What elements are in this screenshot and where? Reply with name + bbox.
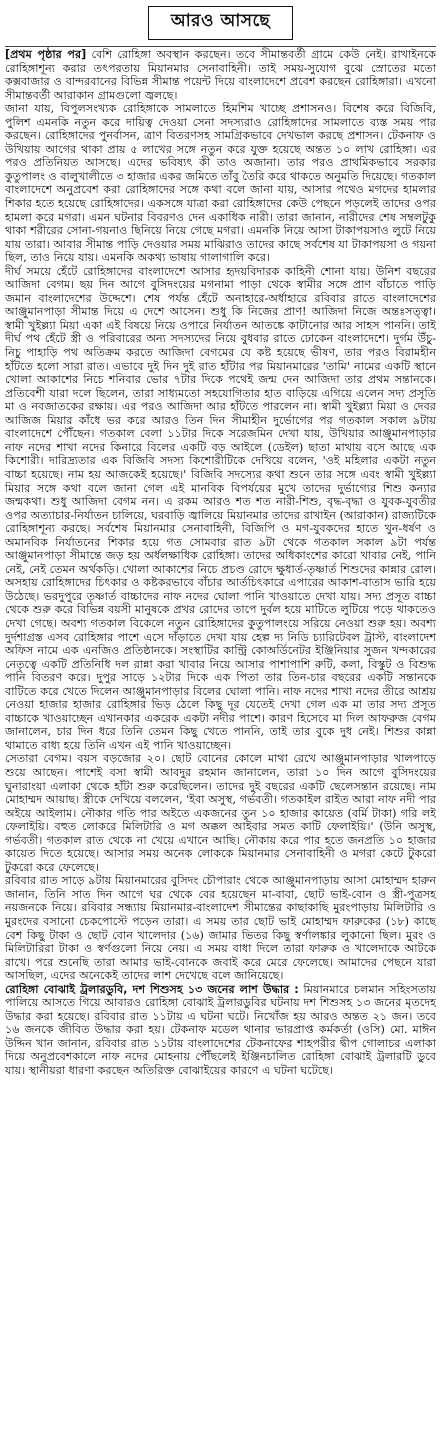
headline: আরও আসছে [148,6,293,40]
paragraph-1 [5,48,436,102]
paragraph-1-text: বেশি রোহিঙ্গা অবস্থান করছেন। তবে সীমান্তবর্তী গ্রামে কেউ নেই। রাখাইনকে রোহিঙ্গাশূন্য করার তৎপরতায় মিয়ানমার সেনাবাহিনী। তাই সময়-সুযোগ বুঝে স্রোতের মতো কক্সবাজার ও বান্দরবানের বিভিন্ন সীমান্ত পয়েন্ট দিয়ে বাংলাদেশে প্রবেশ করছেন রোহিঙ্গারা। এখনো সীমান্তবর্তী আরাকান গ্রামগুলো জ্বলছে। [5,48,437,102]
paragraph-4: সেতারা বেগম। বয়স বড়জোর ২০। ছোট বোনের কোলে মাথা রেখে আঞ্জুমানপাড়ার খালপাড়ে শুয়ে আছেন। পাশেই বসা স্বামী আবদুর রহমান জানালেন, তারা ১০ দিন আগে বুসিদংয়ের ঘুনারাংয়া এলাকা থেকে হাঁটা শুরু করেছিলেন। তাদের দুই বছরের একটি ছেলেসন্তান রয়েছে। নাম মোহাম্মদ আয়াছ। স্ত্রীকে দেখিয়ে বললেন, 'ইবা অসুস্থ, গর্ভবতী। গতকাইল রাইত আরা নাফ নদী পার অইয়ে আইলাম। নৌকার গতি পার অইতে একজনের তুন ১০ হাজার কায়েত (বর্মি টাকা) গরি লই ফেলাইয়ি। বহুত লোকরে মিলিটারি ও মগ অক্কল আইবার সমত কাটি ফেলাইয়ি।' (উনি অসুস্থ, গর্ভবতী। গতকাল রাত থেকে না খেয়ে এখানে আছি। নৌকায় করে পার হতে জনপ্রতি ১০ হাজার কায়েত দিতে হয়েছে। আসার সময় অনেক লোককে মিয়ানমার সেনাবাহিনী ও মগরা কেটে টুকরো টুকরো করে ফেলেছে। [5,752,436,874]
boat-capsize-heading: রোহিঙ্গা বোঝাই ট্রলারডুবি, দশ শিশুসহ ১৩ জনের লাশ উদ্ধার : [5,982,299,996]
headline-box [5,6,436,40]
divider [5,46,436,47]
paragraph-3: দীর্ঘ সময়ে হেঁটে রোহিঙ্গাদের বাংলাদেশে আসার হৃদয়বিদারক কাহিনী শোনা যায়। উনিশ বছরের আজিদা বেগম। ছয় দিন আগে বুসিদংয়ের মগনামা পাড়া থেকে স্বামীর সঙ্গে প্রাণ বাঁচাতে পাড়ি জমান বাংলাদেশের উদ্দেশে। শেষ পর্যন্ত হেঁটে অনাহারে-অর্ধাহারে রবিবার রাতে বাংলাদেশের আঞ্জুমানপাড়া সীমান্ত দিয়ে এ দেশে আসেন। শুধু কি নিজের প্রাণ! আজিদা নিজে অন্তঃসত্ত্বা। স্বামী খুইল্ল্যা মিয়া একা এই বিষয়ে নিয়ে ওপারে নির্যাতন আতঙ্কে কাটানোর আর সাহস পাননি। তাই দীর্ঘ পথ হেঁটে স্ত্রী ও পরিবারের অন্য সদস্যদের নিয়ে বুধবার রাতে ঢোকেন বাংলাদেশে। দুর্গম উঁচু-নিচু পাহাড়ি পথ অতিক্রম করতে আজিদা বেগমের যে কষ্ট হয়েছে ভীষণ, তার পরও বিরামহীন হাঁটতে হলো সারা রাত। এভাবে দুই দিন দুই রাত হাঁটার পর মিয়ানমারের 'তামি' নামের একটি স্থানে খোলা আকাশের নিচে শনিবার ভোর ৭টার দিকে পথেই জন্ম দেন আজিদা তার প্রথম সন্তানকে। প্রতিবেশী যারা দলে ছিলেন, তারা সাধ্যমতো সহযোগিতার হাত বাড়িয়ে এগিয়ে এলেন সদ্য প্রসূতি মা ও নবজাতকের রক্ষায়। এর পরও আজিদা আর হাঁটতে পারলেন না। স্বামী খুইল্ল্যা মিয়া ও দেবর আজিজ মিয়ার কাঁধে ভর করে আরও তিন দিন সীমাহীন দুর্ভোগের পর গতকাল সকাল ৯টায় বাংলাদেশে পৌঁছেন। গতকাল বেলা ১১টার দিকে সরেজমিন দেখা যায়, উখিয়ার আঞ্জুমানপাড়ার নাফ নদের শাখা নদের কিনারে বিলের একটি বড় আইলে (ডেইল) ছাতা মাথায় বসে আছে এক কিশোরী। দারিদ্র্যতার এক বিজিবি সদস্য কিশোরীটিকে দেখিয়ে বলেন, 'ওই মহিলার একটা নতুন বাচ্চা হয়েছে। নাম হয় আজকেই হয়েছে।' বিজিবি সদস্যের কথা শুনে তার সঙ্গে এবং স্বামী খুইল্ল্যা মিয়ার সঙ্গে কথা বলে জানা গেল এই মানবিক বিপর্যয়ের মুখে তাদের দুর্ভাগ্যের শিশু কন্যার জন্মকথা। শুধু আজিদা বেগম নন। এ রকম আরও শত শত নারী-শিশু, বৃদ্ধ-বৃদ্ধা ও যুবক-যুবতীর ওপর অত্যাচার-নির্যাতন চালিয়ে, ঘরবাড়ি জ্বালিয়ে মিয়ানমার তাদের রাখাইন (আরাকান) রাজ্যটিকে রোহিঙ্গাশূন্য করছে। সর্বশেষ মিয়ানমার সেনাবাহিনী, বিজিপি ও মগ-যুবকদের হাতে খুন-ধর্ষণ ও অমানবিক নির্যাতনের শিকার হয়ে গত সোমবার রাত ৯টা থেকে গতকাল সকাল ৯টা পর্যন্ত আঞ্জুমানপাড়া সীমান্তে জড় হয় অর্ধলক্ষাধিক রোহিঙ্গা। তাদের অধিকাংশের কারো খাবার নেই, পানি নেই, নেই তেমন অর্থকড়ি। খোলা আকাশের নিচে প্রচণ্ড রোদে ক্ষুধার্ত-তৃষ্ণার্ত শিশুদের কান্নার রোল। অসহায় রোহিঙ্গাদের চিৎকার ও কষ্টকরভাবে বাঁচার আর্তচিৎকারে এপারের আকাশ-বাতাস ভারি হয়ে উঠেছে। ভরদুপুরে তৃষ্ণার্ত বাচ্চাদের নাফ নদের ঘোলা পানি খাওয়াতে দেখা যায়। সদ্য প্রসূত বাচ্চা থেকে শুরু করে বিভিন্ন বয়সী মানুষকে প্রখর রোদের তাপে দুর্বল হয়ে মাটিতে লুটিয়ে পড়ে থাকতেও দেখা গেছে। অবশ্য গতকাল বিকেলে নতুন রোহিঙ্গাদের কুতুপালংয়ে সরিয়ে নেওয়া শুরু হয়। অবশ্য দুর্দশাগ্রস্ত এসব রোহিঙ্গার পাশে এসে দাঁড়াতে দেখা যায় হেল্প দ্য নিডি চ্যারিটেবল ট্রাস্ট, বাংলাদেশ অফিস নামে এক এনজিও প্রতিষ্ঠানকে। সংস্থাটির কান্ট্রি কোঅর্ডিনেটর ইঞ্জিনিয়ার সুজন খন্দকারের নেতৃত্বে একটি প্রতিনিধি দল রান্না করা খাবার নিয়ে আসার পাশাপাশি রুটি, কলা, বিস্কুট ও বিশুদ্ধ পানি বিতরণ করে। দুপুর সাড়ে ১২টার দিকে এক পিতা তার তিন-চার বছরের একটি সন্তানকে বাটিতে করে খেতে দিলেন আঞ্জুমানপাড়ার বিলের ঘোলা পানি। নাফ নদের শাখা নদের তীরে আশ্রয় নেওয়া হাজার হাজার রোহিঙ্গার ভিড় ঠেলে কিছু দূর যেতেই দেখা গেল এক মা তার সদ্য প্রসূত বাচ্চাকে খাওয়াচ্ছেন এখানকার একরেক একটা নদীর পাশে। কারণ হিসেবে মা দিল আফরুজ বেগম জানালেন, চার দিন ধরে তিনি তেমন কিছু খেতে পাননি, তাই তার বুকে দুধ নেই। শিশুর কান্না থামাতে বাধ্য হয়ে তিনি এখন এই পানি খাওয়াচ্ছেন। [5,264,436,752]
boat-capsize-text: মিয়ানমারে চলমান সহিংসতায় পালিয়ে আসতে গিয়ে আবারও রোহিঙ্গা বোঝাই ট্রলারডুবির ঘটনায় দশ শিশুসহ ১৩ জনের মৃতদেহ উদ্ধার করা হয়েছে। রবিবার রাত ১১টায় এ ঘটনা ঘটে। নিখোঁজ হয় আরও অন্তত ২১ জন। তবে ১৬ জনকে জীবিত উদ্ধার করা হয়। টেকনাফ মডেল থানার ভারপ্রাপ্ত কর্মকর্তা (ওসি) মো. মাঈন উদ্দিন খান জানান, রবিবার রাত ১১টায় বাংলাদেশের টেকনাফের শাহপরীর দ্বীপ গোলাচর এলাকা দিয়ে অনুপ্রবেশকালে নাফ নদের মোহনায় পৌঁছলেই ইঞ্জিনচালিত রোহিঙ্গা বোঝাই ট্রলারটি ডুবে যায়। স্থানীয়রা ধারণা করছেন অতিরিক্ত বোঝাইয়ের কারণে এ ঘটনা ঘটেছে। [5,982,436,1078]
paragraph-5: রবিবার রাত সাড়ে ৯টায় মিয়ানমারের বুসিদং চৌপারাং থেকে আঞ্জুমানপাড়ায় আসা মোহাম্মদ হারুন জানান, তিনি সাত দিন আগে ঘর থেকে বের হয়েছেন মা-বাবা, ছোট ভাই-বোন ও স্ত্রী-পুত্রসহ নয়জনকে নিয়ে। রবিবার সন্ধ্যায় মিয়ানমার-বাংলাদেশ সীমান্তের কাছাকাছি মুরংপাড়ায় মিলিটারি ও মুরংদের বসানো চেকপোস্টে পড়েন তারা। এ সময় তার ছোট ভাই মোহাম্মদ ফারুকের (১৮) কাছে বেশ কিছু টাকা ও ছোট বোন খালেদার (১৬) জামার ভিতর কিছু স্বর্ণালঙ্কার লুকানো ছিল। মুরং ও মিলিটারিরা টাকা ও স্বর্ণগুলো নিয়ে নেয়। এ সময় বাধা দিলে তারা ফারুক ও খালেদাকে আটকে রাখে। পরে শুনেছি তারা আমার ভাই-বোনকে জবাই করে মেরে ফেলেছে। আমাদের পেছনে যারা আসছিল, এদের অনেকেই তাদের লাশ দেখেছে বলে জানিয়েছে। [5,874,436,983]
continued-from-label: [প্রথম পৃষ্ঠার পর] [5,48,87,61]
boat-capsize-paragraph [5,983,436,1078]
paragraph-2: জানা যায়, বিপুলসংখ্যক রোহিঙ্গাকে সামলাতে হিমশিম খাচ্ছে প্রশাসনও। বিশেষ করে বিজিবি, পুলিশ এমনকি নতুন করে দায়িত্ব দেওয়া সেনা সদস্যরাও রোহিঙ্গাদের সামলাতে ব্যস্ত সময় পার করছেন। রোহিঙ্গাদের পুনর্বাসন, ত্রাণ বিতরণসহ সামগ্রিকভাবে দেখভাল করছে প্রশাসন। টেকনাফ ও উখিয়ায় আগের থাকা প্রায় ৫ লাখের সঙ্গে নতুন করে যুক্ত হয়েছে অন্তত ১০ লাখ রোহিঙ্গা। এর পরও প্রতিনিয়ত আসছে। এদের ভবিষ্যৎ কী তাও অজানা। তার পরও প্রাথমিকভাবে সরকার কুতুপালং ও বালুখালীতে ৩ হাজার একর জমিতে তাঁবু তৈরি করে থাকতে অনুমতি দিয়েছে। গতকাল বাংলাদেশে অনুপ্রবেশ করা রোহিঙ্গাদের সঙ্গে কথা বলে জানা যায়, আসার পথেও মগদের হামলার শিকার হতে হয়েছে রোহিঙ্গাদের। একসঙ্গে যাত্রা করা রোহিঙ্গাদের কেউ পেছনে পড়লেই তাদের ওপর হামলা করে মগরা। এমন ঘটনার বিবরণও দেন একাধিক নারী। তারা জানান, নারীদের শেষ সম্বলটুকু থাকা শরীরের সোনা-গয়নাও ছিনিয়ে নিয়ে গেছে মগরা। এমনকি নিয়ে আসা টাকাপয়সাও লুটে নিয়ে যায় তারা। আবার সীমান্ত পাড়ি দেওয়ার সময় মাঝিরাও তাদের কাছে সর্বশেষ যা টাকাপয়সা ও গয়না ছিল, তাও নিয়ে যায়। এমনকি অকথ্য ভাষায় গালাগালি করে। [5,102,436,265]
